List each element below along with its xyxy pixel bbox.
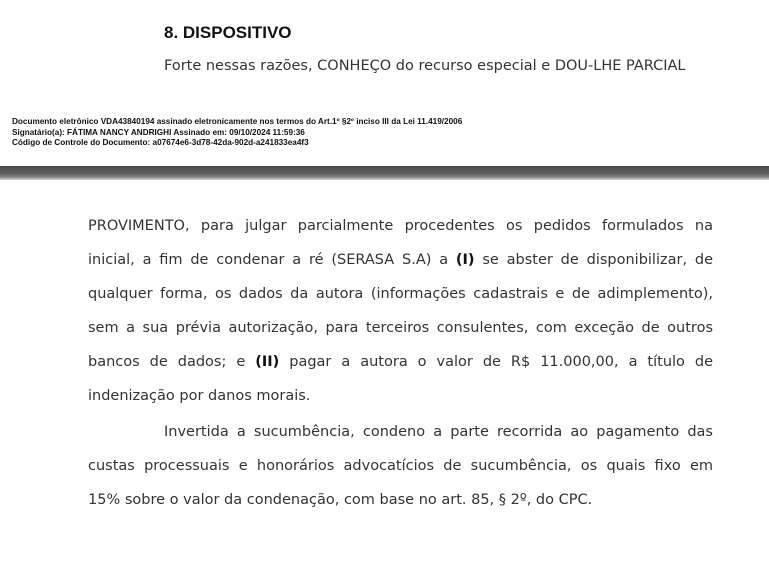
page-top-section	[0, 0, 769, 166]
ruling-line-2-end: se abster de disponibilizar, de	[474, 252, 713, 268]
ruling-line-6: indenização por danos morais.	[88, 388, 311, 404]
dispositivo-intro-line: Forte nessas razões, CONHEÇO do recurso especial e DOU-LHE PARCIAL	[164, 58, 686, 74]
signature-signatory-line: Signatário(a): FÁTIMA NANCY ANDRIGHI Assinado em: 09/10/2024 11:59:36	[12, 127, 305, 137]
item-ii-marker: (II)	[255, 354, 280, 370]
ruling-line-5	[88, 354, 713, 370]
page-break-divider	[0, 166, 769, 180]
ruling-line-5-start: bancos de dados; e	[88, 354, 256, 370]
ruling-line-5-end: pagar a autora o valor de R$ 11.000,00, a título de	[279, 354, 714, 370]
ruling-line-4: sem a sua prévia autorização, para terceiros consulentes, com exceção de outros	[88, 320, 713, 336]
electronic-signature-block	[12, 117, 462, 149]
ruling-line-2-start: inicial, a fim de condenar a ré (SERASA S.A) a	[88, 252, 456, 268]
costs-line-3: 15% sobre o valor da condenação, com base no art. 85, § 2º, do CPC.	[88, 492, 593, 508]
signature-document-line: Documento eletrônico VDA43840194 assinado eletronicamente nos termos do Art.1º §2º inciso III da Lei 11.419/2006	[12, 117, 463, 126]
ruling-line-1: PROVIMENTO, para julgar parcialmente procedentes os pedidos formulados na	[88, 218, 713, 234]
page-bottom-section	[0, 180, 769, 576]
signature-control-code-line: Código de Controle do Documento: a07674e6-3d78-42da-902d-a241833ea4f3	[12, 138, 309, 147]
costs-line-1: Invertida a sucumbência, condeno a parte recorrida ao pagamento das	[164, 424, 713, 440]
ruling-line-3: qualquer forma, os dados da autora (informações cadastrais e de adimplemento),	[88, 286, 713, 302]
section-heading: 8. DISPOSITIVO	[164, 23, 292, 42]
ruling-line-2	[88, 252, 713, 268]
costs-line-2: custas processuais e honorários advocatícios de sucumbência, os quais fixo em	[88, 458, 713, 474]
item-i-marker: (I)	[455, 252, 475, 268]
